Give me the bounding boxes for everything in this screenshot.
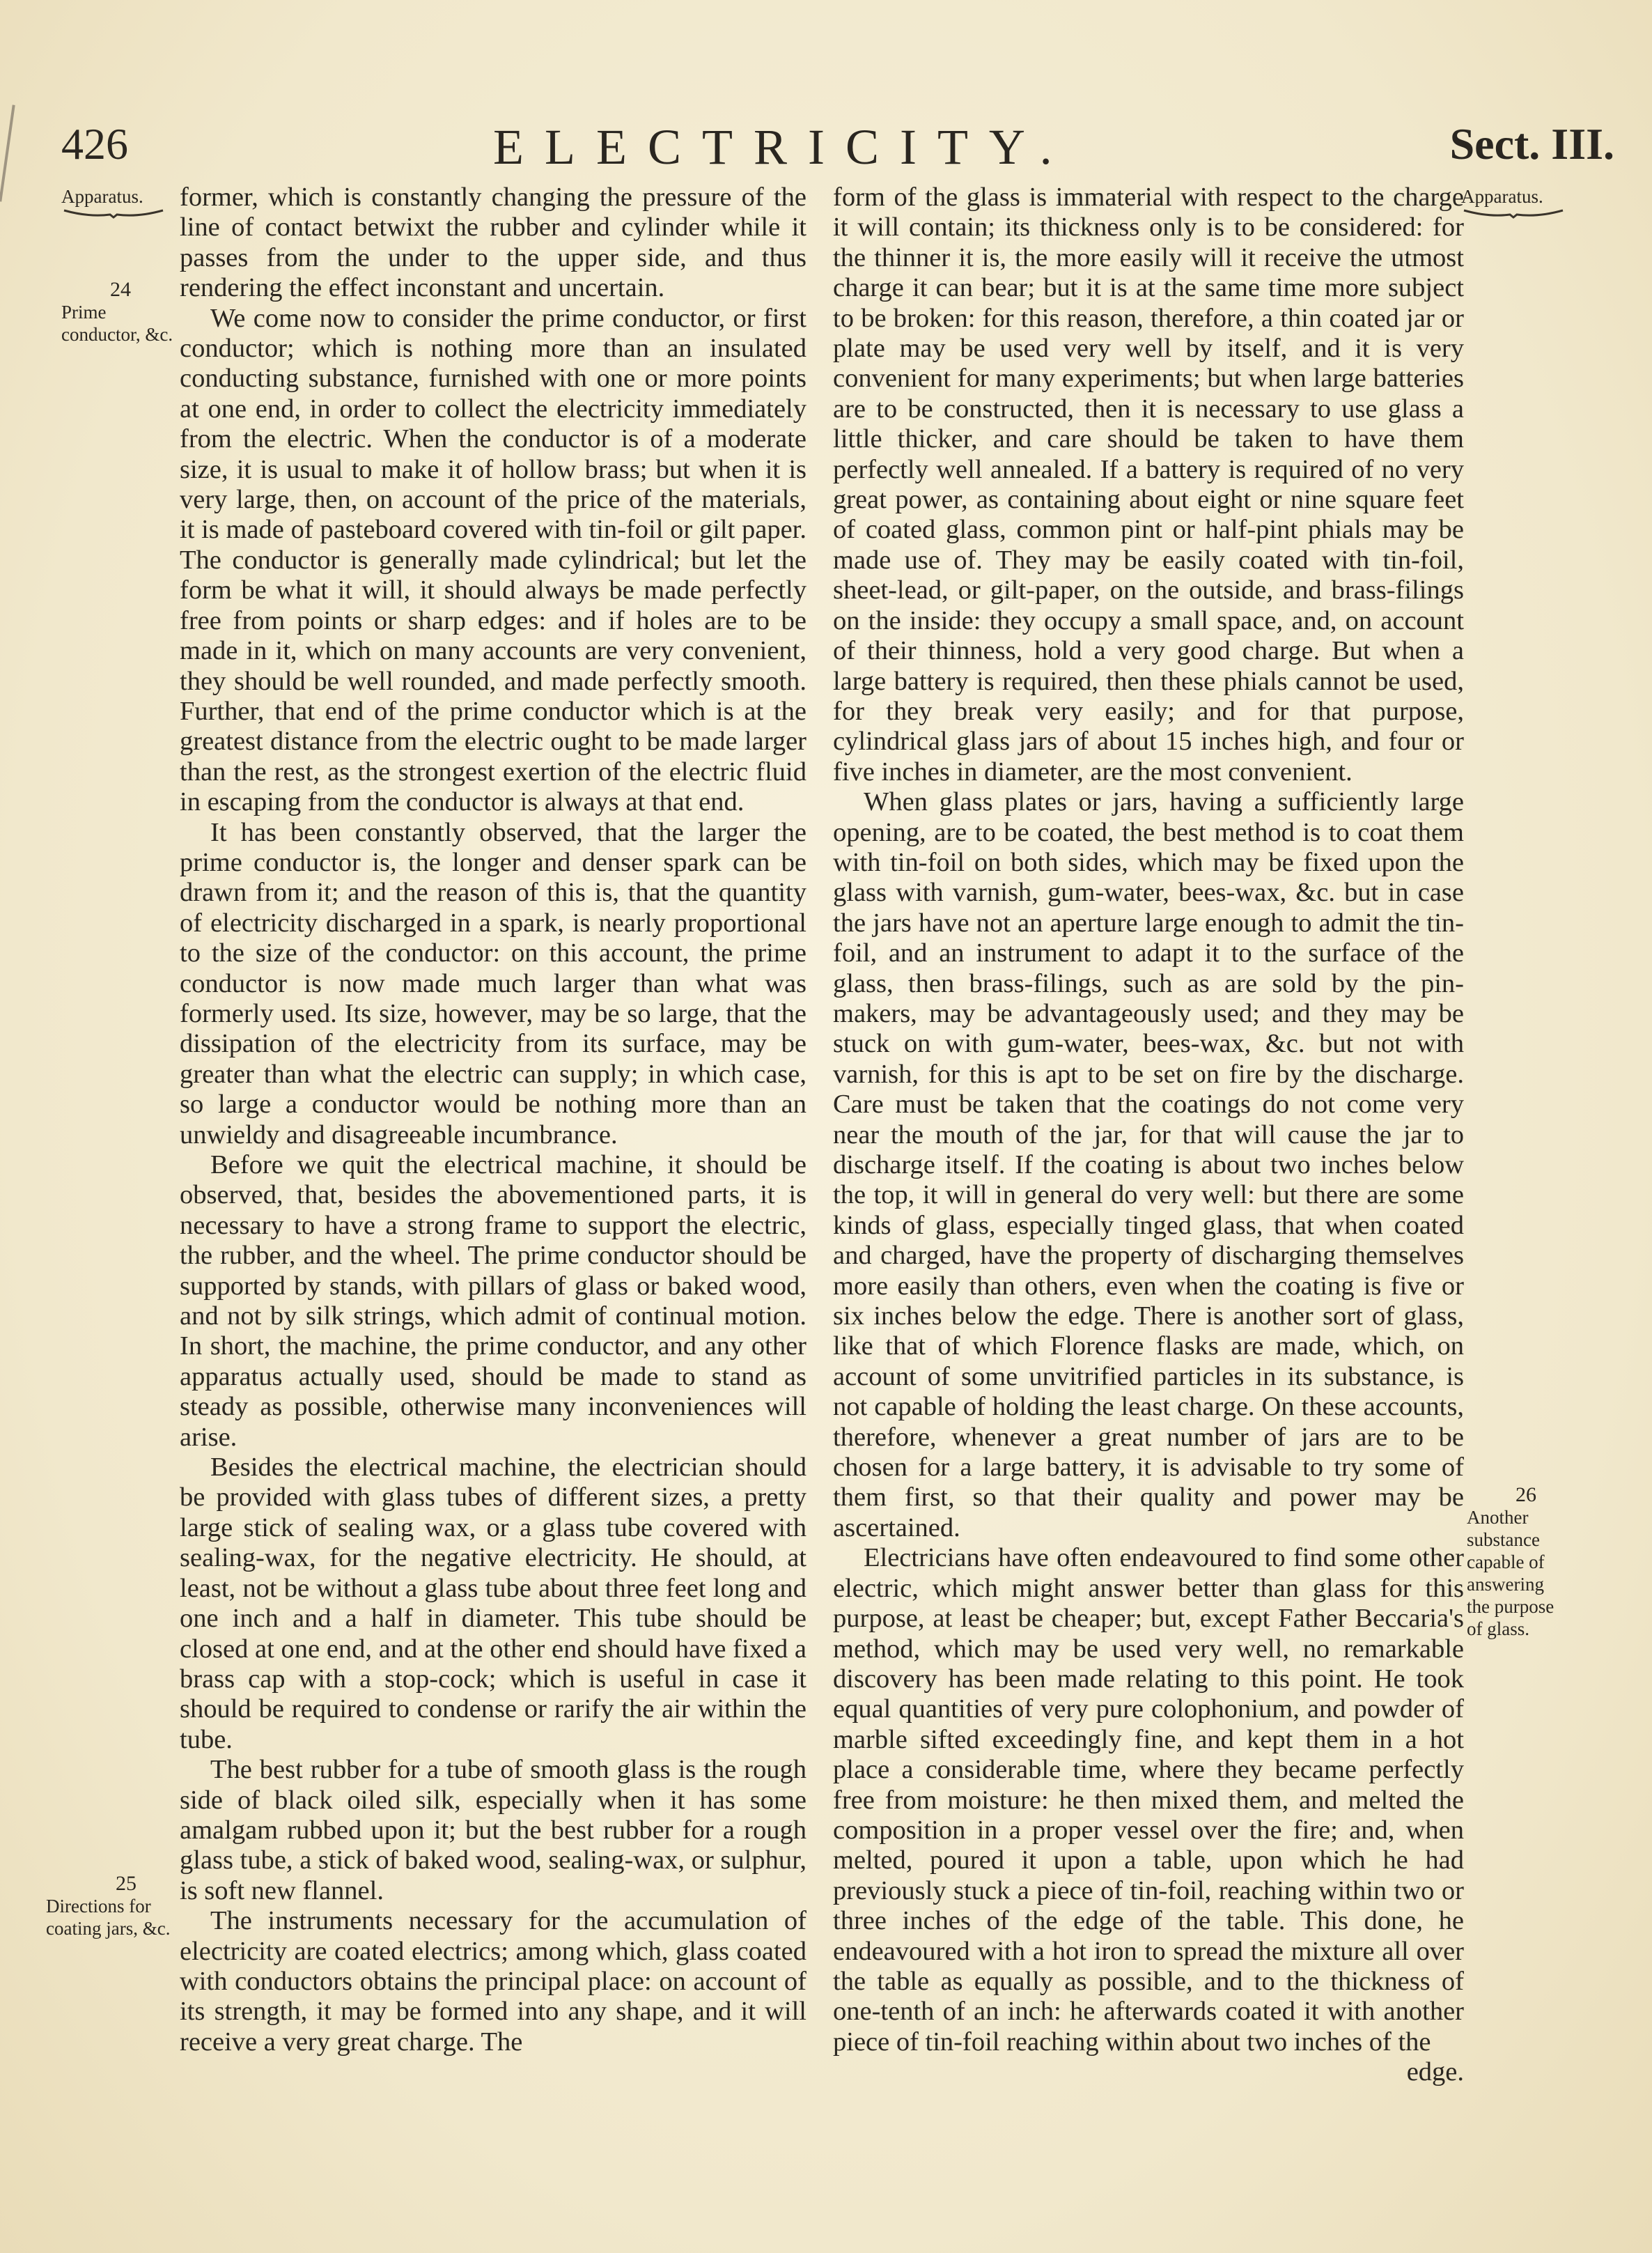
paragraph: Before we quit the electrical machine, it should be observed, that, besides the abovementioned parts, it is necessary to have a strong frame to support the electric, the rubber, and the wheel. The prime conductor should be supported by stands, with pillars of glass or baked wood, and not by silk strings, which admit of continual motion. In short, the machine, the prime conductor, and any other apparatus actually used, should be made to stand as steady as possible, otherwise many inconveniences will arise. xyxy=(180,1150,806,1452)
paragraph: We come now to consider the prime conductor, or first conductor; which is nothing more than an insulated conducting substance, furnished with one or more points at one end, in order to collect the electricity immediately from the electric. When the conductor is of a moderate size, it is usual to make it of hollow brass; but when it is very large, then, on account of the price of the materials, it is made of pasteboard covered with tin-foil or gilt paper. The conductor is generally made cylindrical; but let the form be what it will, it should always be made perfectly free from points or sharp edges: and if holes are to be made in it, which on many accounts are very convenient, they should be well rounded, and made perfectly smooth. Further, that end of the prime conductor which is at the greatest distance from the electric ought to be made larger than the rest, as the strongest exertion of the electric fluid in escaping from the conductor is always at that end. xyxy=(180,303,806,817)
paragraph: The best rubber for a tube of smooth glass is the rough side of black oiled silk, especially when it has some amalgam rubbed upon it; but the best rubber for a rough glass tube, a stick of baked wood, sealing-wax, or sulphur, is soft new flannel. xyxy=(180,1755,806,1905)
margin-note-24-text: Prime conductor, &c. xyxy=(61,302,173,345)
paragraph: It has been constantly observed, that the larger the prime conductor is, the longer and denser spark can be drawn from it; and the reason of this is, that the quantity of electricity discharged in a spark, is nearly proportional to the size of the conductor: on this account, the prime conductor is now made much larger than what was formerly used. Its size, however, may be so large, that the dissipation of the electricity from its surface, may be greater than what the electric can supply; in which case, so large a conductor would be nothing more than an unwieldy and disagreeable incumbrance. xyxy=(180,817,806,1149)
margin-note-apparatus-right: Apparatus. xyxy=(1461,185,1566,219)
page-number: 426 xyxy=(61,119,128,169)
margin-note-26-number: 26 xyxy=(1515,1483,1536,1506)
paragraph: The instruments necessary for the accumulation of electricity are coated electrics; among which, glass coated with conductors obtains the principal place: on account of its strength, it may be formed into any shape, and it will receive a very great charge. The xyxy=(180,1906,806,2057)
left-text-column xyxy=(180,183,806,2057)
margin-note-26 xyxy=(1467,1484,1571,1640)
page-edge-mark xyxy=(0,104,15,201)
swash-ornament-icon xyxy=(1461,208,1566,219)
margin-note-24 xyxy=(61,279,180,346)
margin-note-25-number: 25 xyxy=(116,1872,137,1895)
catchword: edge. xyxy=(1406,2057,1464,2087)
right-text-column xyxy=(833,183,1464,2088)
section-mark: Sect. III. xyxy=(1449,119,1614,169)
paragraph: Electricians have often endeavoured to find some other electric, which might answer better than glass for this purpose, at least be cheaper; but, except Father Beccaria's method, which may be used very well, no remarkable discovery has been made relating to this point. He took equal quantities of very pure colophonium, and powder of marble sifted exceedingly fine, and kept them in a hot place a considerable time, where they became perfectly free from moisture: he then mixed them, and melted the composition in a proper vessel over the fire; and, when melted, poured it upon a table, upon which he had previously stuck a piece of tin-foil, reaching within two or three inches of the edge of the table. This done, he endeavoured with a hot iron to spread the mixture all over the table as equally as possible, and to the thickness of one-tenth of an inch: he afterwards coated it with another piece of tin-foil reaching within about two inches of the xyxy=(833,1543,1464,2057)
margin-note-apparatus-left: Apparatus. xyxy=(61,185,180,219)
paragraph: When glass plates or jars, having a sufficiently large opening, are to be coated, the best method is to coat them with tin-foil on both sides, which may be fixed upon the glass with varnish, gum-water, bees-wax, &c. but in case the jars have not an aperture large enough to admit the tin-foil, and an instrument to adapt it to the surface of the glass, then brass-filings, such as are sold by the pin-makers, may be advantageously used; and they may be stuck on with gum-water, bees-wax, &c. but not with varnish, for this is apt to be set on fire by the discharge. Care must be taken that the coatings do not come very near the mouth of the jar, for that will cause the jar to discharge itself. If the coating is about two inches below the top, it will in general do very well: but there are some kinds of glass, especially tinged glass, that when coated and charged, have the property of discharging themselves more easily than others, even when the coating is five or six inches below the edge. There is another sort of glass, like that of which Florence flasks are made, which, on account of some unvitrified particles in its substance, is not capable of holding the least charge. On these accounts, therefore, whenever a great number of jars are to be chosen for a large battery, it is advisable to try some of them first, so that their quality and power may be ascertained. xyxy=(833,787,1464,1542)
margin-note-26-text: Another substance capable of answering the purpose of glass. xyxy=(1467,1507,1554,1639)
margin-note-25-text: Directions for coating jars, &c. xyxy=(46,1896,171,1939)
swash-ornament-icon xyxy=(61,208,166,219)
margin-note-25 xyxy=(46,1873,182,1940)
paragraph: former, which is constantly changing the pressure of the line of contact betwixt the rubber and cylinder while it passes from the under to the upper side, and thus rendering the effect inconstant and uncertain. xyxy=(180,183,806,303)
running-title: ELECTRICITY. xyxy=(493,119,1073,175)
paragraph: Besides the electrical machine, the electrician should be provided with glass tubes of different sizes, a pretty large stick of sealing wax, or a glass tube covered with sealing-wax, for the negative electricity. He should, at least, not be without a glass tube about three feet long and one inch and a half in diameter. This tube should be closed at one end, and at the other end should have fixed a brass cap with a stop-cock; which is useful in case it should be required to condense or rarify the air within the tube. xyxy=(180,1453,806,1754)
margin-note-24-number: 24 xyxy=(110,278,131,301)
paragraph: form of the glass is immaterial with respect to the charge it will contain; its thickness only is to be considered: for the thinner it is, the more easily will it receive the utmost charge it can bear; but it is at the same time more subject to be broken: for this reason, therefore, a thin coated jar or plate may be used very well by itself, and it is very convenient for many experiments; but when large batteries are to be constructed, then it is necessary to use glass a little thicker, and care should be taken to have them perfectly well annealed. If a battery is required of no very great power, as containing about eight or nine square feet of coated glass, common pint or half-pint phials may be made use of. They may be easily coated with tin-foil, sheet-lead, or gilt-paper, on the outside, and brass-filings on the inside: they occupy a small space, and, on account of their thinness, hold a very good charge. But when a large battery is required, then these phials cannot be used, for they break very easily; and for that purpose, cylindrical glass jars of about 15 inches high, and four or five inches in diameter, are the most convenient. xyxy=(833,183,1464,787)
